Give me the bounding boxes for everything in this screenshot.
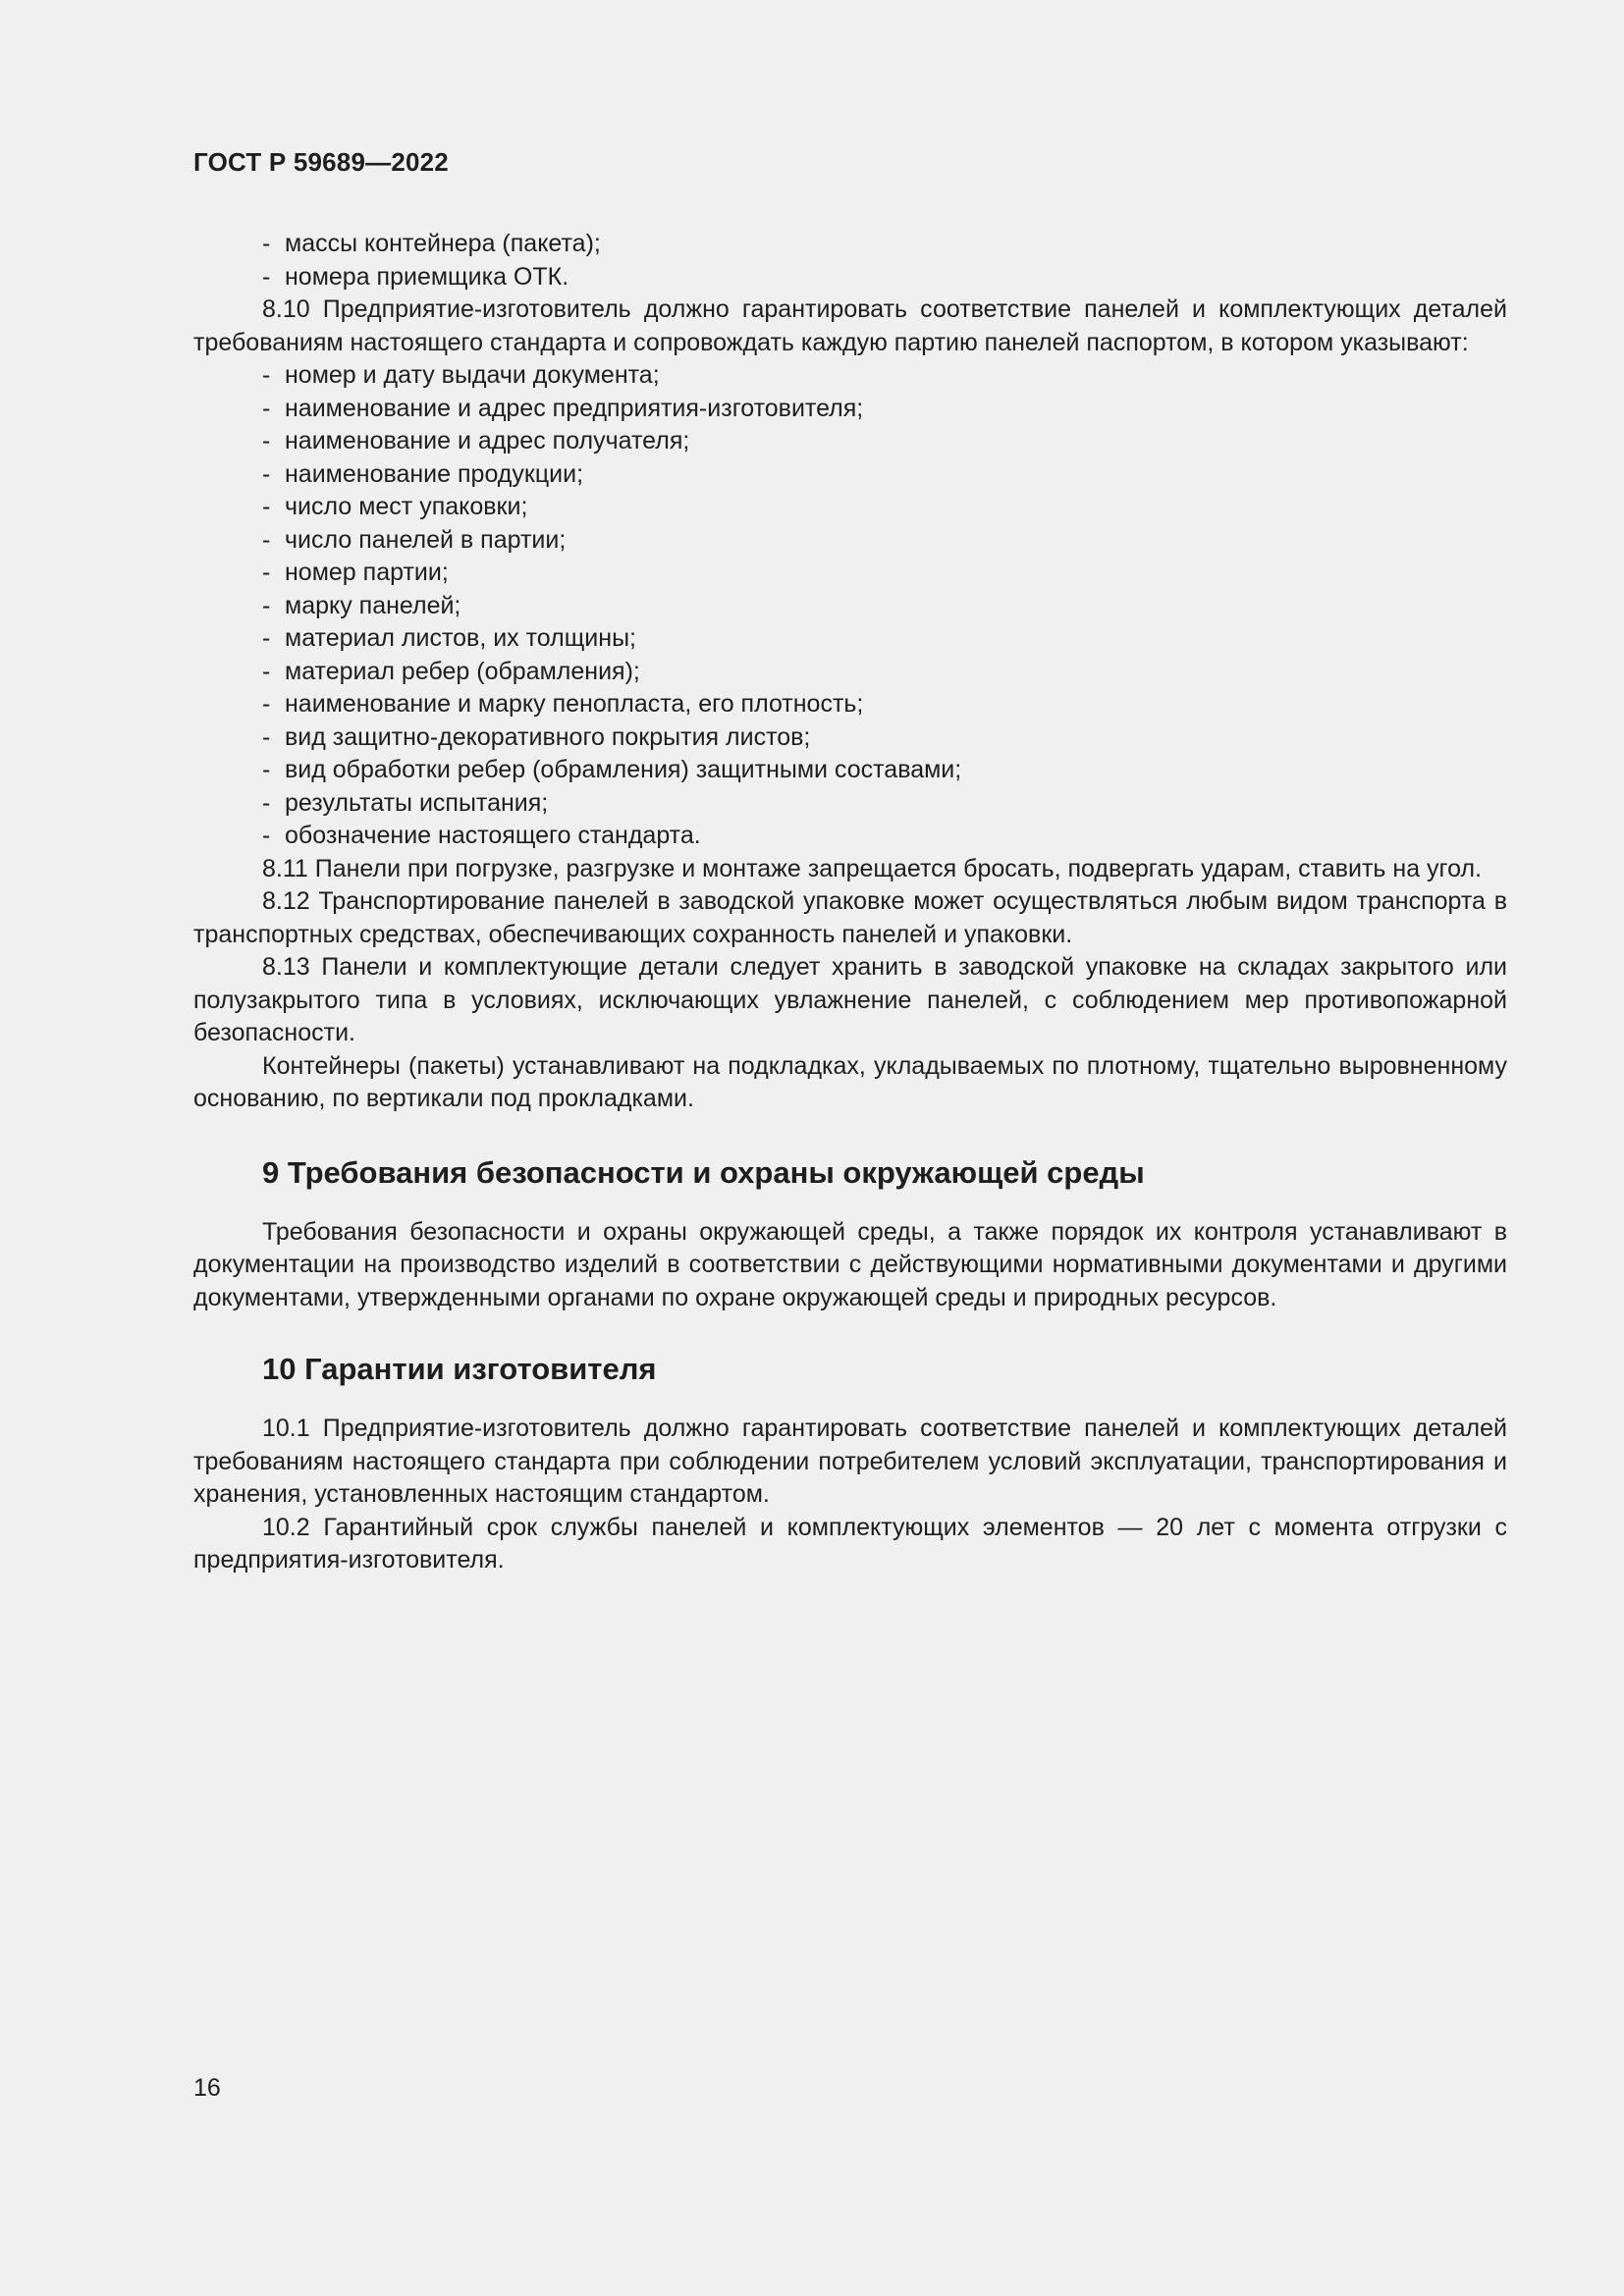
section-9-heading: 9 Требования безопасности и охраны окружающей среды [262,1154,1145,1190]
paragraph-8-10: 8.10 Предприятие-изготовитель должно гарантировать соответствие панелей и комплектующих деталей требованиям настоящего стандарта и сопровождать каждую партию панелей паспортом, в котором указывают: [193,295,1507,356]
paragraph-10-2: 10.2 Гарантийный срок службы панелей и комплектующих элементов — 20 лет с момента отгрузки с предприятия-изготовителя. [193,1513,1507,1574]
list-item: - число панелей в партии; [262,525,567,554]
list-item: - номер и дату выдачи документа; [262,361,660,389]
section-10-heading: 10 Гарантии изготовителя [262,1352,657,1386]
list-item: - материал ребер (обрамления); [262,657,640,685]
list-item: - номер партии; [262,559,449,586]
list-item: - вид обработки ребер (обрамления) защитными составами; [262,756,962,783]
list-item: - наименование и адрес получателя; [262,427,690,454]
list-item: - обозначение настоящего стандарта. [262,822,701,849]
dash-marker: - [262,230,271,257]
list-item: - материал листов, их толщины; [262,624,636,652]
list-item: - наименование и марку пенопласта, его плотность; [262,690,864,718]
document-body [193,228,1507,1577]
list-item: - массы контейнера (пакета); [193,228,1507,261]
document-header: ГОСТ Р 59689—2022 [193,147,449,177]
paragraph-10-1: 10.1 Предприятие-изготовитель должно гарантировать соответствие панелей и комплектующих деталей требованиям настоящего стандарта при соблюдении потребителем условий эксплуатации, транспортирования и хранения, установленных настоящим стандартом. [193,1415,1507,1508]
dash-marker: - [262,262,271,291]
list-item: - вид защитно-декоративного покрытия листов; [262,722,811,751]
list-item: - марку панелей; [262,591,461,619]
list-item: - номера приемщика ОТК. [193,261,1507,294]
paragraph-containers: Контейнеры (пакеты) устанавливают на подкладках, укладываемых по плотному, тщательно выровненному основанию, по вертикали под прокладками. [193,1051,1507,1112]
paragraph-8-13: 8.13 Панели и комплектующие детали следует хранить в заводской упаковке на складах закрытого или полузакрытого типа в условиях, исключающих увлажнение панелей, с соблюдением мер противопожарной безопасности. [193,953,1507,1046]
page-number: 16 [193,2074,221,2102]
list-item: - наименование и адрес предприятия-изготовителя; [262,394,864,422]
list-item: - результаты испытания; [262,788,549,817]
section-9-text: Требования безопасности и охраны окружающей среды, а также порядок их контроля устанавливают в документации на производство изделий в соответствии с действующими нормативными документами и другими документами, утвержденными органами по охране окружающей среды и природных ресурсов. [193,1217,1507,1311]
paragraph-8-12: 8.12 Транспортирование панелей в заводской упаковке может осуществляться любым видом транспорта в транспортных средствах, обеспечивающих сохранность панелей и упаковки. [193,887,1507,948]
paragraph-8-11: 8.11 Панели при погрузке, разгрузке и монтаже запрещается бросать, подвергать ударам, ставить на угол. [262,854,1483,882]
list-item: - число мест упаковки; [262,493,528,520]
list-item: - наименование продукции; [262,459,584,488]
